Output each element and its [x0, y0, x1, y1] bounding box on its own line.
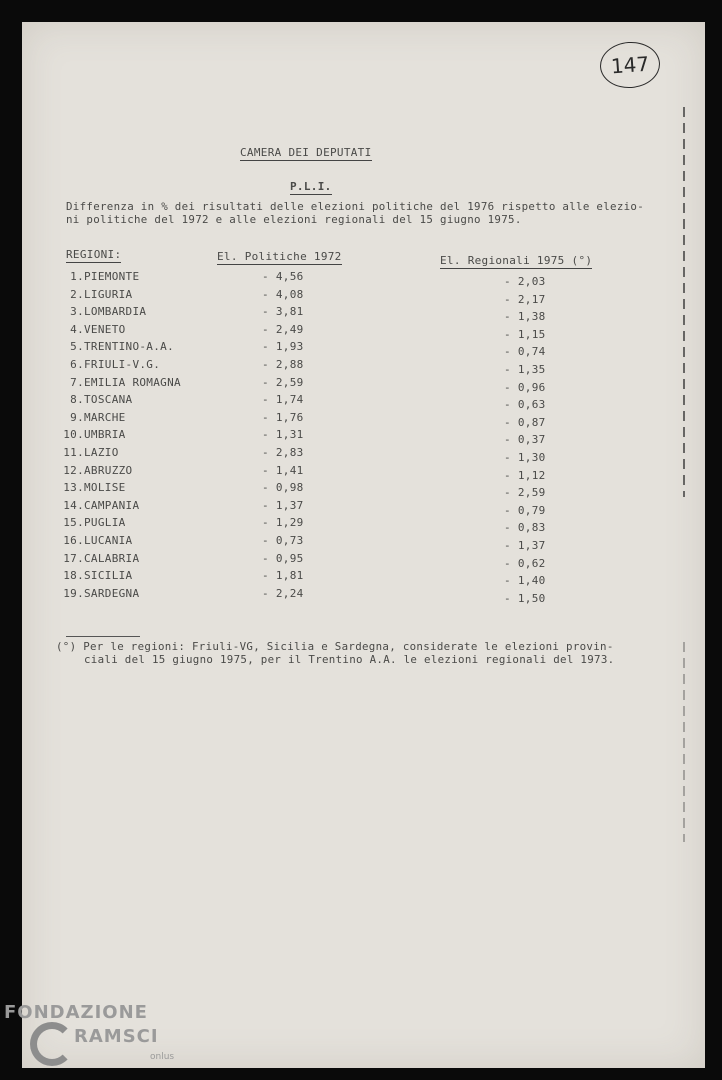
chamber-title: CAMERA DEI DEPUTATI	[240, 146, 372, 159]
value-regional-1975: - 1,40	[504, 574, 546, 588]
value-regional-1975: - 0,96	[504, 380, 546, 394]
table-row	[22, 393, 705, 410]
logo-g-mark	[30, 1022, 74, 1066]
region-name: TRENTINO-A.A.	[84, 340, 174, 354]
row-number: 6.	[70, 358, 84, 371]
table-row	[22, 323, 705, 340]
value-regional-1975: - 0,87	[504, 415, 546, 429]
value-regional-1975: - 1,38	[504, 310, 546, 324]
region-name: PUGLIA	[84, 516, 126, 530]
value-political-1972: - 1,76	[262, 410, 304, 424]
region-name: SARDEGNA	[84, 586, 140, 600]
value-regional-1975: - 2,03	[504, 275, 546, 288]
region-name: MOLISE	[84, 481, 126, 495]
region-name: CALABRIA	[84, 551, 140, 565]
row-number: 16.	[63, 534, 84, 547]
value-regional-1975: - 0,83	[504, 521, 546, 535]
intro-text	[66, 200, 666, 226]
logo-subtext: onlus	[150, 1052, 175, 1062]
value-political-1972: - 2,49	[262, 322, 304, 336]
table-row	[22, 288, 705, 305]
region-name: ABRUZZO	[84, 463, 133, 477]
row-number: 14.	[63, 498, 84, 512]
column-header-political-1972: El. Politiche 1972	[217, 250, 342, 263]
table-row	[22, 587, 705, 604]
row-number: 2.	[70, 287, 84, 301]
value-political-1972: - 1,81	[262, 569, 304, 583]
row-number: 4.	[70, 322, 84, 336]
value-regional-1975: - 0,79	[504, 503, 546, 517]
footnote-rule	[66, 636, 140, 637]
value-regional-1975: - 2,59	[504, 486, 546, 500]
row-number: 9.	[70, 410, 84, 424]
value-political-1972: - 2,59	[262, 375, 304, 389]
value-regional-1975: - 1,30	[504, 451, 546, 464]
value-political-1972: - 1,37	[262, 498, 304, 512]
value-regional-1975: - 1,50	[504, 591, 546, 605]
row-number: 1.	[70, 270, 84, 283]
table-row	[22, 446, 705, 463]
row-number: 7.	[70, 375, 84, 389]
page-number: 147	[598, 40, 661, 90]
table-row	[22, 481, 705, 498]
region-name: FRIULI-V.G.	[84, 358, 161, 371]
intro-line: ni politiche del 1972 e alle elezioni regionali del 15 giugno 1975.	[66, 213, 522, 226]
document-sheet	[22, 22, 705, 1068]
row-number: 8.	[70, 393, 84, 407]
footnote-line: (°) Per le regioni: Friuli-VG, Sicilia e Sardegna, considerate le elezioni provin-	[56, 640, 614, 653]
value-political-1972: - 4,08	[262, 287, 304, 301]
row-number: 13.	[63, 481, 84, 495]
row-number: 12.	[63, 463, 84, 477]
value-regional-1975: - 1,15	[504, 327, 546, 341]
region-name: MARCHE	[84, 410, 126, 424]
logo-text: RAMSCI	[74, 1026, 159, 1047]
region-name: TOSCANA	[84, 393, 133, 407]
region-name: LAZIO	[84, 446, 119, 459]
edge-mark-lower	[683, 642, 685, 842]
region-name: VENETO	[84, 322, 126, 336]
value-political-1972: - 1,74	[262, 393, 304, 407]
value-political-1972: - 1,29	[262, 516, 304, 530]
region-name: PIEMONTE	[84, 270, 140, 283]
region-name: LUCANIA	[84, 534, 133, 547]
region-name: EMILIA ROMAGNA	[84, 375, 181, 389]
region-name: LOMBARDIA	[84, 305, 147, 319]
table-row	[22, 340, 705, 357]
value-regional-1975: - 1,37	[504, 539, 546, 552]
table-row	[22, 464, 705, 481]
row-number: 19.	[63, 586, 84, 600]
table-row	[22, 270, 705, 287]
value-regional-1975: - 0,63	[504, 398, 546, 412]
value-regional-1975: - 0,74	[504, 345, 546, 359]
value-political-1972: - 2,24	[262, 586, 304, 600]
region-name: LIGURIA	[84, 287, 133, 301]
table-row	[22, 499, 705, 516]
table-row	[22, 516, 705, 533]
value-regional-1975: - 2,17	[504, 292, 546, 306]
value-regional-1975: - 1,12	[504, 468, 546, 482]
value-political-1972: - 1,31	[262, 428, 304, 442]
row-number: 5.	[70, 340, 84, 354]
value-regional-1975: - 0,37	[504, 433, 546, 447]
value-political-1972: - 1,41	[262, 463, 304, 477]
footnote-line: ciali del 15 giugno 1975, per il Trentino A.A. le elezioni regionali del 1973.	[84, 653, 615, 666]
value-political-1972: - 0,98	[262, 481, 304, 495]
value-political-1972: - 2,83	[262, 446, 304, 459]
row-number: 3.	[70, 305, 84, 319]
value-political-1972: - 4,56	[262, 270, 304, 283]
value-political-1972: - 3,81	[262, 305, 304, 319]
value-regional-1975: - 1,35	[504, 363, 546, 376]
value-political-1972: - 1,93	[262, 340, 304, 354]
party-title: P.L.I.	[290, 180, 332, 193]
table-row	[22, 358, 705, 375]
table-row	[22, 428, 705, 445]
intro-line: Differenza in % dei risultati delle elezioni politiche del 1976 rispetto alle elezio-	[66, 200, 645, 213]
value-political-1972: - 2,88	[262, 358, 304, 371]
region-name: UMBRIA	[84, 428, 126, 442]
table-row	[22, 411, 705, 428]
value-political-1972: - 0,73	[262, 534, 304, 547]
column-header-regions: REGIONI:	[66, 248, 122, 261]
row-number: 15.	[63, 516, 84, 530]
logo-text: FONDAZIONE	[4, 1002, 148, 1023]
row-number: 17.	[63, 551, 84, 565]
table-row	[22, 305, 705, 322]
row-number: 11.	[63, 446, 84, 459]
value-regional-1975: - 0,62	[504, 556, 546, 570]
footnote	[56, 640, 636, 666]
region-name: CAMPANIA	[84, 498, 140, 512]
value-political-1972: - 0,95	[262, 551, 304, 565]
table-row	[22, 534, 705, 551]
table-row	[22, 552, 705, 569]
column-header-regional-1975: El. Regionali 1975 (°)	[440, 254, 593, 267]
region-name: SICILIA	[84, 569, 133, 583]
row-number: 10.	[63, 428, 84, 442]
table-row	[22, 376, 705, 393]
row-number: 18.	[63, 569, 84, 583]
table-row	[22, 569, 705, 586]
